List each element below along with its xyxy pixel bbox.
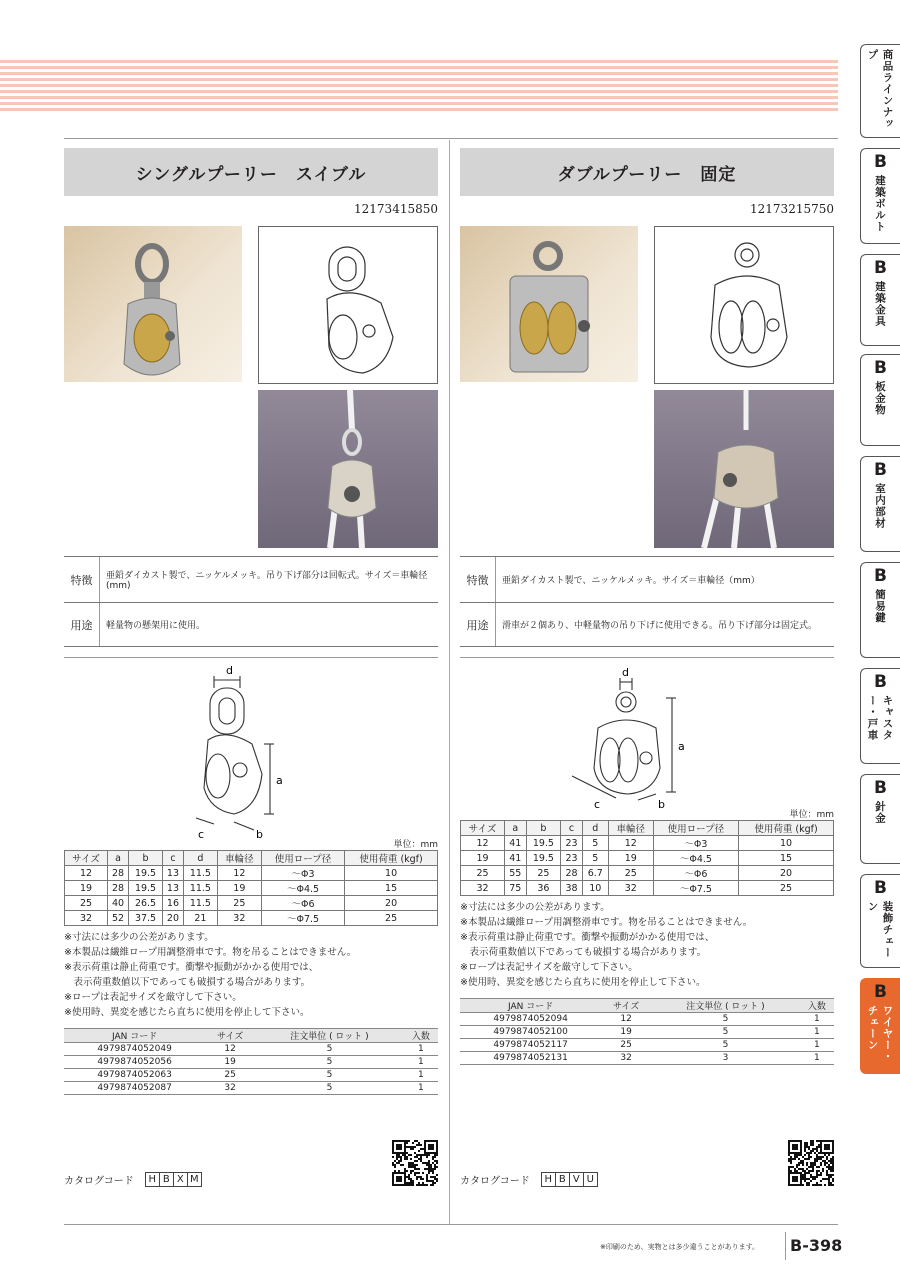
jan-cell: 32 [205,1082,255,1095]
table-cell: 40 [108,896,129,911]
table-cell: 19.5 [526,836,561,851]
table-cell: 10 [345,866,438,881]
table-cell: 15 [739,851,834,866]
line-drawing [258,226,438,384]
page-divider [785,1232,786,1260]
usage-text: 滑車が２個あり、中軽量物の吊り下げに使用できる。吊り下げ部分は固定式。 [502,621,818,631]
dim-c-label: c [594,798,601,808]
tab-letter: B [874,152,887,172]
jan-cell: 12 [205,1043,255,1056]
tab-label: ワイヤー・チェーン [866,1005,894,1063]
table-header: 使用ロープ径 [653,821,738,836]
jan-cell: 4979874052049 [64,1043,205,1056]
table-cell: 25 [608,866,653,881]
note-line: ※寸法には多少の公差があります。 [64,932,214,943]
table-cell: 32 [608,881,653,896]
usage-text: 軽量物の懸架用に使用。 [106,621,206,631]
features-text: 亜鉛ダイカスト製で、ニッケルメッキ。サイズ＝車輪径（mm） [502,576,760,586]
jan-cell: 4979874052087 [64,1082,205,1095]
jan-cell: 5 [255,1069,404,1082]
table-row [461,881,834,896]
jan-row [64,1043,438,1056]
jan-header: 注文単位 ( ロット ) [255,1029,404,1043]
jan-row [64,1069,438,1082]
jan-header: JAN コード [64,1029,205,1043]
table-cell: 15 [345,881,438,896]
table-cell: 12 [217,866,261,881]
dim-b-label: b [256,828,263,838]
usage-row [64,603,438,647]
tab-letter: B [874,460,887,480]
table-cell: 5 [582,836,608,851]
product-double-pulley [460,148,834,1065]
note-line: ※寸法には多少の公差があります。 [460,902,610,913]
table-cell: 52 [108,911,129,926]
tab-7[interactable] [860,668,900,764]
table-header: サイズ [65,851,108,866]
table-cell: 20 [345,896,438,911]
table-cell: ～Φ4.5 [261,881,344,896]
tab-5[interactable] [860,456,900,552]
tab-3[interactable] [860,254,900,346]
top-rule [64,138,838,139]
tab-label: 商品ラインナップ [866,49,894,130]
dim-b-label: b [658,798,665,808]
table-cell: ～Φ3 [261,866,344,881]
table-cell: 13 [162,866,183,881]
note-line: ※使用時、異変を感じたら直ちに使用を停止して下さい。 [460,977,706,988]
note-line: 表示荷重数値以下であっても破損する場合があります。 [64,977,311,988]
tab-label: 室内部材 [874,483,886,529]
tab-6[interactable] [860,562,900,658]
dim-c-label: c [198,828,205,838]
tab-10[interactable] [860,978,900,1074]
dimension-table [460,820,834,896]
table-row [65,911,438,926]
jan-row [64,1056,438,1069]
jan-header: 注文単位 ( ロット ) [651,999,800,1013]
jan-cell: 32 [601,1052,651,1065]
product-photo [64,226,242,382]
table-cell: 20 [739,866,834,881]
table-row [65,881,438,896]
catalog-char: B [159,1172,174,1187]
table-row [65,896,438,911]
table-cell: 20 [162,911,183,926]
table-cell: 32 [65,911,108,926]
table-header: 使用ロープ径 [261,851,344,866]
usage-row [460,603,834,647]
jan-cell: 12 [601,1013,651,1026]
column-divider [449,140,450,1225]
jan-table [64,1028,438,1095]
product-title: ダブルプーリー 固定 [460,148,834,196]
jan-cell: 19 [601,1026,651,1039]
jan-table [460,998,834,1065]
qr-code-icon[interactable] [788,1140,834,1186]
table-cell: 25 [65,896,108,911]
table-cell: 11.5 [184,881,218,896]
jan-cell: 25 [205,1069,255,1082]
header-stripes [0,60,838,112]
note-line: ※本製品は繊維ロープ用調整滑車です。物を吊ることはできません。 [64,947,357,958]
dimension-diagram [64,657,438,837]
catalog-char: H [541,1172,556,1187]
table-header: 使用荷重 (kgf) [739,821,834,836]
tab-4[interactable] [860,354,900,446]
table-header: a [505,821,527,836]
tab-letter: B [874,566,887,586]
jan-cell: 1 [404,1056,438,1069]
table-cell: 25 [739,881,834,896]
tab-letter: B [874,982,887,1002]
table-cell: 32 [217,911,261,926]
jan-cell: 5 [651,1039,800,1052]
catalog-char: H [145,1172,160,1187]
table-cell: 37.5 [129,911,163,926]
table-cell: ～Φ7.5 [653,881,738,896]
jan-cell: 1 [800,1039,834,1052]
note-line: ※使用時、異変を感じたら直ちに使用を停止して下さい。 [64,1007,310,1018]
table-cell: 41 [505,836,527,851]
table-cell: 5 [582,851,608,866]
table-cell: 36 [526,881,561,896]
table-cell: 12 [65,866,108,881]
table-cell: 16 [162,896,183,911]
table-header: 使用荷重 (kgf) [345,851,438,866]
tab-label: 針金 [874,801,886,824]
usage-photo [654,390,834,548]
table-header: サイズ [461,821,505,836]
table-cell: ～Φ4.5 [653,851,738,866]
spec-table [460,556,834,647]
product-code: 12173215750 [750,202,834,216]
jan-header: 入数 [800,999,834,1013]
tab-label: 板金物 [874,381,886,416]
table-cell: 19.5 [526,851,561,866]
tab-9[interactable] [860,874,900,968]
table-cell: 10 [582,881,608,896]
jan-cell: 5 [255,1056,404,1069]
jan-cell: 1 [800,1013,834,1026]
catalog-label: カタログコード [460,1176,530,1187]
usage-photo [258,390,438,548]
note-line: ※本製品は繊維ロープ用調整滑車です。物を吊ることはできません。 [460,917,753,928]
tab-2[interactable] [860,148,900,244]
table-cell: ～Φ3 [653,836,738,851]
table-cell: 25 [526,866,561,881]
table-cell: 25 [461,866,505,881]
table-cell: 19 [65,881,108,896]
tab-letter: B [874,672,887,692]
jan-cell: 4979874052056 [64,1056,205,1069]
tab-label: キャスター・戸車 [866,695,894,741]
table-cell: 19.5 [129,866,163,881]
tab-label: 建築金具 [874,281,886,327]
table-cell: 12 [461,836,505,851]
product-title: シングルプーリー スイブル [64,148,438,196]
table-cell: 19 [608,851,653,866]
table-cell: 28 [108,881,129,896]
table-header: c [561,821,583,836]
spec-table [64,556,438,647]
jan-row [64,1082,438,1095]
unit-label: 単位：mm [789,810,834,820]
jan-cell: 5 [651,1026,800,1039]
jan-cell: 3 [651,1052,800,1065]
table-cell: ～Φ6 [653,866,738,881]
jan-header: サイズ [601,999,651,1013]
table-row [65,866,438,881]
table-cell: 26.5 [129,896,163,911]
print-note: ※印刷のため、実物とは多少違うことがあります。 [600,1243,760,1251]
unit-label: 単位：mm [393,840,438,850]
table-row [461,836,834,851]
table-cell: 55 [505,866,527,881]
catalog-char: X [173,1172,188,1187]
table-header: d [582,821,608,836]
catalog-char: B [555,1172,570,1187]
jan-cell: 5 [651,1013,800,1026]
table-cell: 12 [608,836,653,851]
table-cell: 21 [184,911,218,926]
page-number: B-398 [790,1236,843,1255]
table-header: 車輪径 [217,851,261,866]
product-photo [460,226,638,382]
dim-a-label: a [276,774,283,787]
table-cell: 23 [561,836,583,851]
jan-cell: 25 [601,1039,651,1052]
table-cell: 19.5 [129,881,163,896]
jan-cell: 4979874052100 [460,1026,601,1039]
features-text: 亜鉛ダイカスト製で、ニッケルメッキ。吊り下げ部分は回転式。サイズ＝車輪径(mm) [106,571,428,591]
table-cell: 28 [561,866,583,881]
table-cell: 25 [345,911,438,926]
table-row [461,866,834,881]
catalog-code-left [64,1172,202,1187]
qr-code-icon[interactable] [392,1140,438,1186]
features-label: 特徴 [64,557,100,602]
catalog-char: U [583,1172,598,1187]
jan-cell: 1 [404,1069,438,1082]
table-header: b [129,851,163,866]
jan-row [460,1052,834,1065]
catalog-label: カタログコード [64,1176,134,1187]
table-cell: 11.5 [184,896,218,911]
jan-cell: 1 [800,1052,834,1065]
tab-letter: B [874,878,887,898]
jan-header: サイズ [205,1029,255,1043]
dim-d-label: d [622,666,629,679]
table-cell: 28 [108,866,129,881]
table-cell: 6.7 [582,866,608,881]
product-single-pulley [64,148,438,1095]
table-cell: 23 [561,851,583,866]
table-cell: 25 [217,896,261,911]
usage-label: 用途 [460,603,496,646]
jan-cell: 4979874052131 [460,1052,601,1065]
table-cell: 38 [561,881,583,896]
bottom-rule [64,1224,838,1225]
product-photos [460,226,834,550]
jan-cell: 5 [255,1043,404,1056]
jan-cell: 5 [255,1082,404,1095]
catalog-char: V [569,1172,584,1187]
tab-letter: B [874,778,887,798]
jan-row [460,1013,834,1026]
tab-1[interactable] [860,44,900,138]
jan-cell: 1 [404,1082,438,1095]
table-cell: 75 [505,881,527,896]
note-line: ※表示荷重は静止荷重です。衝撃や振動がかかる使用では、 [460,932,715,943]
table-cell: 32 [461,881,505,896]
jan-cell: 1 [404,1043,438,1056]
jan-cell: 4979874052117 [460,1039,601,1052]
features-row [460,557,834,603]
jan-cell: 19 [205,1056,255,1069]
jan-row [460,1039,834,1052]
jan-cell: 4979874052094 [460,1013,601,1026]
tab-label: 簡易鍵 [874,589,886,624]
table-header: b [526,821,561,836]
jan-row [460,1026,834,1039]
table-cell: ～Φ6 [261,896,344,911]
product-code: 12173415850 [354,202,438,216]
notes [460,900,834,990]
jan-header: JAN コード [460,999,601,1013]
table-cell: 19 [461,851,505,866]
tab-letter: B [874,358,887,378]
tab-label: 装飾チェーン [866,901,894,959]
note-line: ※ロープは表記サイズを厳守して下さい。 [460,962,638,973]
note-line: ※表示荷重は静止荷重です。衝撃や振動がかかる使用では、 [64,962,319,973]
features-row [64,557,438,603]
table-header: c [162,851,183,866]
tab-8[interactable] [860,774,900,864]
table-row [461,851,834,866]
catalog-char: M [187,1172,202,1187]
jan-header: 入数 [404,1029,438,1043]
features-label: 特徴 [460,557,496,602]
jan-cell: 1 [800,1026,834,1039]
table-cell: 11.5 [184,866,218,881]
usage-label: 用途 [64,603,100,646]
table-cell: 10 [739,836,834,851]
dim-d-label: d [226,664,233,677]
table-cell: 13 [162,881,183,896]
table-cell: 19 [217,881,261,896]
catalog-code-right [460,1172,598,1187]
table-header: a [108,851,129,866]
dimension-diagram [460,657,834,807]
dim-a-label: a [678,740,685,753]
table-cell: ～Φ7.5 [261,911,344,926]
dimension-table [64,850,438,926]
table-header: 車輪径 [608,821,653,836]
product-photos [64,226,438,550]
note-line: 表示荷重数値以下であっても破損する場合があります。 [460,947,707,958]
note-line: ※ロープは表記サイズを厳守して下さい。 [64,992,242,1003]
tab-label: 建築ボルト [874,175,886,233]
table-header: d [184,851,218,866]
jan-cell: 4979874052063 [64,1069,205,1082]
tab-letter: B [874,258,887,278]
table-cell: 41 [505,851,527,866]
line-drawing [654,226,834,384]
notes [64,930,438,1020]
